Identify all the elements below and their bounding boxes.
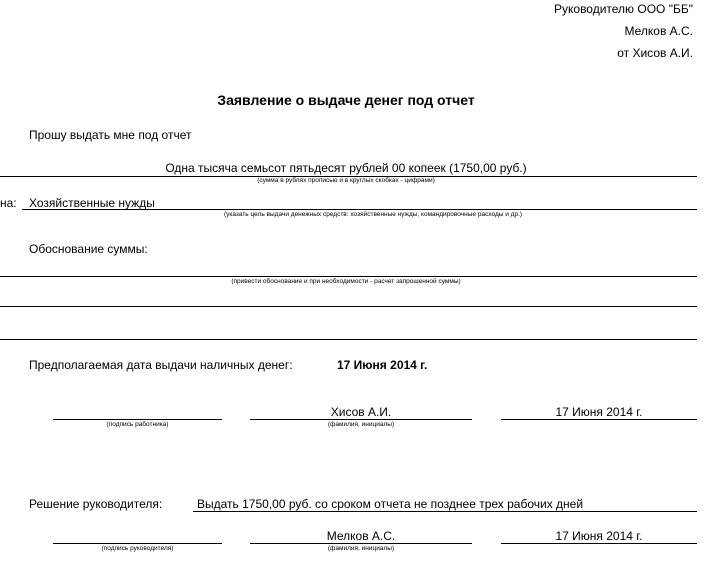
- decision-line: [193, 511, 697, 512]
- manager-name-line: [250, 543, 472, 544]
- decision-label: Решение руководителя:: [29, 497, 163, 511]
- issue-date-label: Предполагаемая дата выдачи наличных денег:: [29, 358, 293, 372]
- employee-signature-caption: (подпись работника): [106, 421, 169, 428]
- employee-name: Хисов А.И.: [330, 405, 392, 419]
- justification-line-3: [0, 339, 697, 340]
- employee-signature-line: [53, 419, 222, 420]
- document-title: Заявление о выдаче денег под отчет: [217, 92, 475, 108]
- manager-date-line: [501, 543, 697, 544]
- manager-signature-line: [53, 543, 222, 544]
- purpose-line: [22, 209, 697, 210]
- purpose-caption: (указать цель выдачи денежных средств: хозяйственные нужды, командировочные расходы и др.): [223, 211, 523, 218]
- amount-caption: (сумма в рублях прописью и в круглых скобках - цифрами): [257, 177, 435, 184]
- employee-name-caption: (фамилия, инициалы): [327, 421, 395, 428]
- justification-caption: (привести обоснование и при необходимости - расчет запрошенной суммы): [231, 278, 461, 285]
- employee-name-line: [250, 419, 472, 420]
- purpose-prefix: на:: [0, 196, 17, 210]
- decision-value: Выдать 1750,00 руб. со сроком отчета не позднее трех рабочих дней: [197, 497, 584, 511]
- manager-signature-caption: (подпись руководителя): [101, 545, 174, 552]
- manager-date: 17 Июня 2014 г.: [555, 529, 643, 543]
- header-recipient: Руководителю ООО "ББ": [554, 2, 693, 16]
- employee-date-line: [501, 419, 697, 420]
- header-recipient-name: Мелков А.С.: [624, 24, 693, 38]
- issue-date-value: 17 Июня 2014 г.: [337, 358, 428, 372]
- request-amount: Одна тысяча семьсот пятьдесят рублей 00 копеек (1750,00 руб.): [165, 161, 527, 175]
- request-label: Прошу выдать мне под отчет: [29, 128, 192, 142]
- justification-line-1: [0, 276, 697, 277]
- purpose-value: Хозяйственные нужды: [29, 196, 155, 210]
- justification-line-2: [0, 306, 697, 307]
- employee-date: 17 Июня 2014 г.: [555, 405, 643, 419]
- header-sender: от Хисов А.И.: [617, 46, 693, 60]
- manager-name: Мелков А.С.: [326, 529, 396, 543]
- manager-name-caption: (фамилия, инициалы): [327, 545, 395, 552]
- justification-label: Обоснование суммы:: [29, 242, 148, 256]
